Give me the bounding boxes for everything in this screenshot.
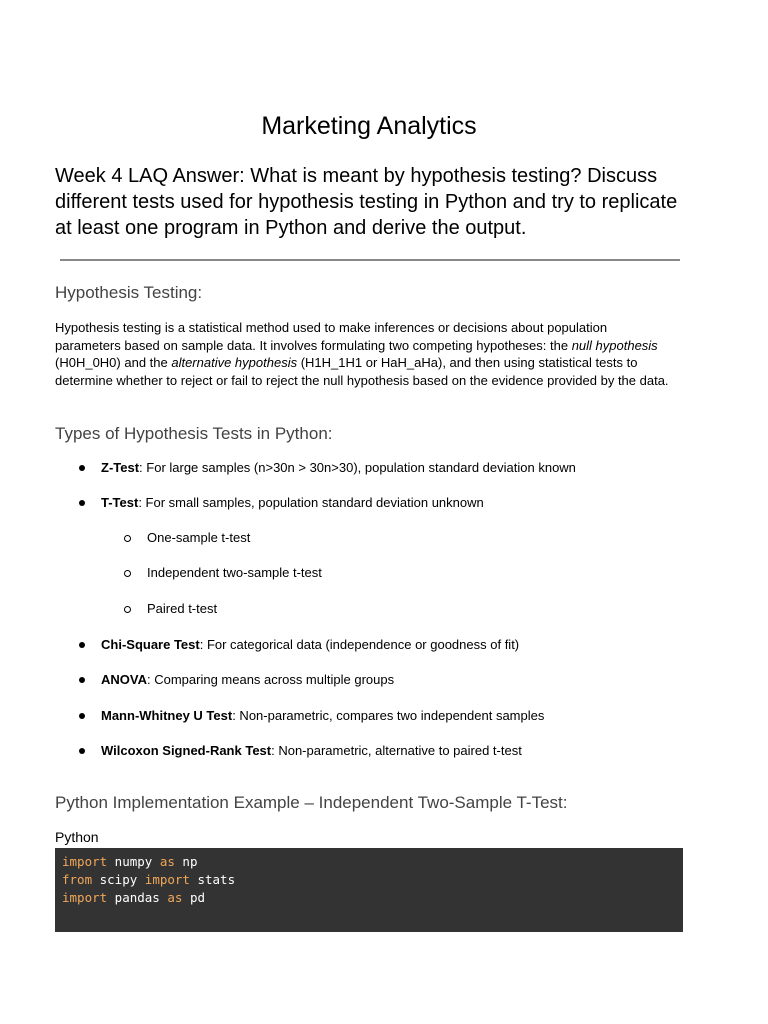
bullet-icon: [79, 748, 85, 754]
list-item-description: : Non-parametric, compares two independent samples: [232, 708, 545, 723]
list-item: [101, 742, 522, 760]
code-keyword: import: [62, 890, 108, 905]
code-line: [62, 889, 205, 907]
list-item-term: ANOVA: [101, 672, 147, 687]
list-item-description: : For small samples, population standard deviation unknown: [138, 495, 484, 510]
list-item-term: T-Test: [101, 495, 139, 510]
sub-bullet-icon: [124, 606, 131, 613]
list-item: [101, 636, 519, 654]
list-item-description: : For categorical data (independence or goodness of fit): [199, 637, 520, 652]
heading-hypothesis-testing: Hypothesis Testing:: [55, 283, 203, 302]
sub-list-item: Independent two-sample t-test: [147, 565, 322, 580]
code-keyword: as: [167, 890, 183, 905]
code-keyword: as: [159, 854, 175, 869]
heading-types-of-tests: Types of Hypothesis Tests in Python:: [55, 424, 333, 443]
list-item-term: Mann-Whitney U Test: [101, 708, 233, 723]
code-keyword: import: [144, 872, 190, 887]
bullet-icon: [79, 677, 85, 683]
list-item: [101, 707, 544, 725]
sub-list-item: One-sample t-test: [147, 530, 251, 545]
list-item: [101, 671, 394, 689]
sub-bullet-icon: [124, 570, 131, 577]
null-hypothesis-term: null hypothesis: [571, 337, 658, 353]
code-text: pandas: [107, 890, 168, 905]
hypothesis-paragraph: [55, 319, 670, 389]
code-keyword: import: [62, 854, 108, 869]
paragraph-text: (H1H_1H1 or HaH_aHa), and then using statistical tests to determine whether to reject or fail to reject the null hypothesis based on the evidence provided by the data.: [55, 355, 669, 388]
document-title: Marketing Analytics: [261, 112, 477, 140]
heading-python-example: Python Implementation Example – Independent Two-Sample T-Test:: [55, 793, 568, 812]
code-text: pd: [182, 890, 206, 905]
paragraph-text: Hypothesis testing is a statistical method used to make inferences or decisions about population parameters based on sample data. It involves formulating two competing hypotheses: the: [55, 320, 608, 353]
code-keyword: from: [62, 872, 93, 887]
paragraph-text: (H0H_0H0) and the: [55, 355, 172, 371]
code-line: [62, 853, 197, 871]
sub-list-item: Paired t-test: [147, 601, 218, 616]
list-item-term: Z-Test: [101, 460, 140, 475]
list-item-description: : Comparing means across multiple groups: [146, 672, 395, 687]
horizontal-divider: [60, 259, 680, 261]
alternative-hypothesis-term: alternative hypothesis: [171, 355, 298, 371]
list-item: [101, 494, 484, 512]
list-item-description: : Non-parametric, alternative to paired t-test: [271, 743, 522, 758]
bullet-icon: [79, 500, 85, 506]
code-language-label: Python: [55, 829, 99, 845]
code-text: numpy: [107, 854, 160, 869]
list-item-term: Chi-Square Test: [101, 637, 200, 652]
bullet-icon: [79, 642, 85, 648]
code-text: stats: [189, 872, 236, 887]
list-item-description: : For large samples (n>30n > 30n>30), population standard deviation known: [139, 460, 576, 475]
bullet-icon: [79, 713, 85, 719]
bullet-icon: [79, 465, 85, 471]
code-text: scipy: [92, 872, 145, 887]
sub-bullet-icon: [124, 535, 131, 542]
code-block[interactable]: [55, 848, 683, 932]
list-item: [101, 459, 576, 477]
list-item-term: Wilcoxon Signed-Rank Test: [101, 743, 272, 758]
code-text: np: [174, 854, 198, 869]
code-line: [62, 871, 235, 889]
question-text: Week 4 LAQ Answer: What is meant by hypothesis testing? Discuss different tests used for hypothesis testing in Python and try to replicate at least one program in Python and derive the output.: [55, 165, 678, 239]
